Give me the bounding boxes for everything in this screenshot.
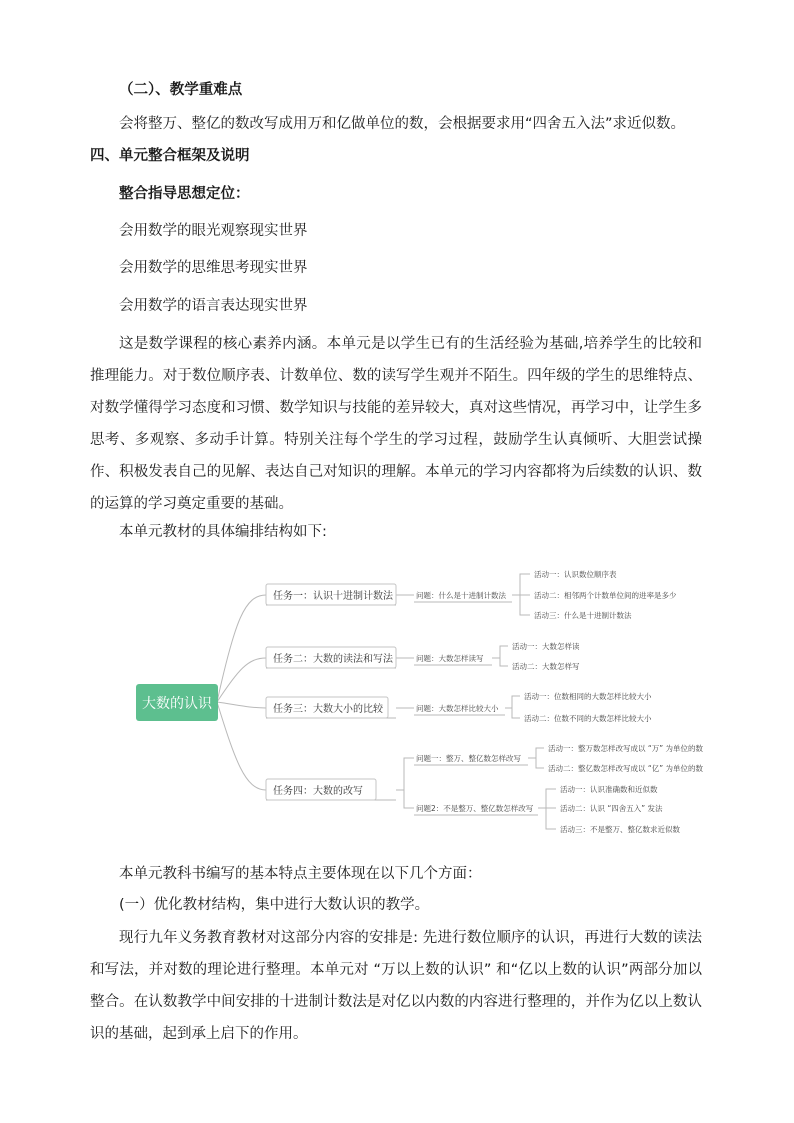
feature-1-heading: (一）优化教材结构，集中进行大数认识的教学。 [119, 897, 430, 913]
mindmap-activity-label: 活动一：认识数位顺序表 [534, 570, 617, 579]
mindmap-activity-label: 活动一：整万数怎样改写成以 “万” 为单位的数 [548, 744, 704, 753]
mindmap-activity-label: 活动二：位数不同的大数怎样比较大小 [524, 714, 652, 723]
paragraph-text: 这是数学课程的核心素养内涵。本单元是以学生已有的生活经验为基础,培养学生的比较和推理能力。对于数位顺序表、计数单位、数的读写学生观并不陌生。四年级的学生的思维特点、对数学懂得学习态度和习惯、数学知识与技能的差异较大，真对这些情况，再学习中，让学生多思考、多观察、多动手计算。特别关注每个学生的学习过程，鼓励学生认真倾听、大胆尝试操作、积极发表自己的见解、表达自己对知识的理解。本单元的学习内容都将为后续数的认识、数的运算的学习奠定重要的基础。 [90, 336, 702, 512]
mindmap-activity-label: 活动二：大数怎样写 [512, 662, 580, 671]
mindmap-question-label: 问题：什么是十进制计数法 [416, 591, 506, 600]
structure-intro: 本单元教材的具体编排结构如下: [119, 524, 327, 540]
guiding-item: 会用数学的思维思考现实世界 [119, 260, 308, 276]
mindmap [0, 560, 794, 845]
mindmap-root-label: 大数的认识 [142, 696, 212, 712]
mindmap-task-label: 任务三：大数大小的比较 [273, 704, 383, 715]
mindmap-activity-label: 活动三：什么是十进制计数法 [534, 611, 632, 620]
section-2-text: 会将整万、整亿的数改写成用万和亿做单位的数，会根据要求用“四舍五入法”求近似数。 [119, 116, 686, 132]
guiding-item: 会用数学的眼光观察现实世界 [119, 223, 308, 239]
mindmap-activity-label: 活动二：相邻两个计数单位间的进率是多少 [534, 591, 677, 600]
mindmap-question-label: 问题2：不是整万、整亿数怎样改写 [416, 804, 534, 813]
paragraph-text: 现行九年义务教育教材对这部分内容的安排是: 先进行数位顺序的认识，再进行大数的读法和写法，并对数的理论进行整理。本单元对 “万以上数的认识” 和“亿以上数的认识”两部分加以整合。在认数教学中间安排的十进制计数法是对亿以内数的内容进行整理的，并作为亿以上数认识的基础，起到承上启下的作用。 [90, 930, 702, 1042]
guiding-item: 会用数学的语言表达现实世界 [119, 298, 308, 314]
mindmap-question-label: 问题一：整万、整亿数怎样改写 [416, 754, 521, 763]
guiding-heading: 整合指导思想定位： [119, 186, 250, 202]
mindmap-activity-label: 活动一：大数怎样读 [512, 642, 580, 651]
mindmap-activity-label: 活动二：认识 “四舍五入” 发法 [560, 804, 663, 813]
section-2-heading: （二）、教学重难点 [119, 82, 243, 98]
mindmap-question-label: 问题：大数怎样读写 [416, 654, 484, 663]
mindmap-task-label: 任务四：大数的改写 [273, 786, 363, 797]
mindmap-activity-label: 活动二：整亿数怎样改写成以 “亿” 为单位的数 [548, 764, 704, 773]
paragraph-core-literacy [90, 328, 702, 520]
mindmap-activity-label: 活动一：位数相同的大数怎样比较大小 [524, 692, 652, 701]
mindmap-activity-label: 活动一：认识准确数和近似数 [560, 785, 658, 794]
mindmap-task-label: 任务一：认识十进制计数法 [273, 591, 393, 602]
paragraph-integration [90, 922, 702, 1050]
mindmap-question-label: 问题：大数怎样比较大小 [416, 704, 499, 713]
mindmap-task-label: 任务二：大数的读法和写法 [273, 654, 393, 665]
features-intro: 本单元教科书编写的基本特点主要体现在以下几个方面： [119, 866, 482, 882]
section-4-heading: 四、单元整合框架及说明 [90, 148, 250, 164]
mindmap-activity-label: 活动三：不是整万、整亿数求近似数 [560, 825, 680, 834]
